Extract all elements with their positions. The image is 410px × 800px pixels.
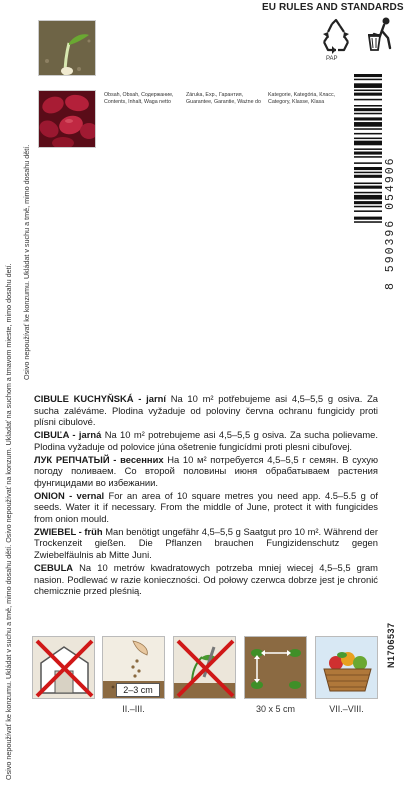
spacing-label: 30 x 5 cm (255, 704, 295, 714)
description-label: ZWIEBEL - früh (34, 525, 103, 537)
sprout-photo (38, 20, 96, 76)
harvest-basket-icon (315, 636, 378, 699)
barcode-bar (354, 122, 382, 127)
sowing-time-label: II.–III. (122, 704, 145, 714)
description-cz (34, 393, 378, 428)
description-text: Na 10 metrów kwadratowych potrzeba mniej wiecej 4,5–5,5 gram nasion. Podlewać w razie konieczności. Od połowy czerwca dobrze jest je chronić chemicznie przed pleśnią. (34, 561, 378, 597)
barcode-bar (354, 206, 382, 208)
pap-label: PAP (326, 56, 338, 62)
description-pl (34, 562, 378, 597)
barcode-bar (354, 99, 382, 101)
description-text: Na 10 m² potřebujeme asi 4,5–5,5 g osiva. Za sucha zaléváme. Plodina vyžaduje od poloviny června ochranu fungicidy proti plísni cibulové. (34, 393, 379, 428)
description-label: ЛУК РЕПЧАТЫЙ - весенних (34, 453, 164, 465)
barcode-bar (354, 221, 382, 223)
barcode-bar (354, 210, 382, 212)
barcode-bar (354, 167, 382, 170)
sowing-depth-label: 2–3 cm (116, 683, 160, 697)
barcode-bar (354, 105, 382, 107)
barcode-bar (354, 172, 382, 174)
storage-warning-text-secondary: Osivo nepoužívať ke konzumu. Ukládat v suchu a tmě, mimo dosahu dětí. (22, 144, 31, 380)
description-label: CIBUĽA - jarná (34, 429, 102, 441)
barcode-bar (354, 195, 382, 200)
greenhouse-crossed-icon (32, 636, 95, 699)
description-sk (34, 429, 378, 452)
product-code: N1706537 (386, 622, 396, 668)
barcode-bar (354, 162, 382, 164)
barcode-bar (354, 90, 382, 92)
plant-spacing-icon (244, 636, 307, 699)
barcode-bar (354, 74, 382, 77)
barcode-bar (354, 175, 382, 178)
description-text: На 10 м² потребуется 4,5–5,5 г семян. В сухую погоду поливаем. Со второй половины июня обрабатываем растения фунгицидами во избежании. (34, 453, 378, 488)
barcode-bar (354, 183, 382, 185)
tidyman-bin-icon (362, 16, 398, 56)
description-en (34, 490, 378, 525)
description-text: For an area of 10 square metres you need app. 4.5–5.5 g of seeds. Water it if necessary. From the middle of June, protect it with fungicides from onion mould. (34, 489, 378, 525)
barcode-bar (354, 201, 382, 204)
description-label: ONION - vernal (34, 489, 105, 501)
barcode-bar (354, 113, 382, 115)
sowing-instructions (34, 393, 378, 598)
barcode-bar (354, 141, 382, 146)
barcode-bar (354, 128, 382, 130)
description-label: CEBULA (34, 561, 74, 573)
description-label: CIBULE KUCHYŇSKÁ - jarní (34, 393, 166, 404)
storage-warning-text: Osivo nepoužívať ke konzumu. Ukládat v suchu a tmě, mimo dosahu dětí. Osivo nepoužívať na konzum. Ukladať na suchom a tmavom mieste, mimo dosahu detí. (4, 263, 13, 780)
barcode-bar (354, 192, 382, 194)
barcode-bar (354, 93, 382, 96)
barcode-digits: 8 590396 054906 (384, 156, 397, 290)
barcode-bar (354, 138, 382, 140)
category-label: Kategorie, Kategória, Класс, Category, Klasse, Klasa (268, 92, 336, 105)
barcode-bar (354, 133, 382, 135)
barcode-bar (354, 156, 382, 158)
barcode-bar (354, 217, 382, 220)
barcode-bar (354, 108, 382, 111)
barcode-bar (354, 148, 382, 150)
barcode-bar (354, 186, 382, 189)
barcode-bar (354, 117, 382, 120)
contents-label: Obsah, Obsah, Содержание, Contents, Inhalt, Waga netto (104, 92, 174, 105)
barcode-bar (354, 83, 382, 88)
onion-photo (38, 90, 96, 148)
barcode-bar (354, 79, 382, 81)
description-text: Na 10 m² potrebujeme asi 4,5–5,5 g osiva. Za sucha polievame. Plodina vyžaduje od polovice júna ošetrenie fungicídmi proti plesni cibuľovej. (34, 429, 379, 452)
description-de (34, 526, 378, 561)
description-text: Man benötigt ungefähr 4,5–5,5 g Saatgut pro 10 m². Während der Trockenzeit gießen. Die Pflanzen brauchen Fungizidenschutz gegen Zwiebelfäulnis ab Mitte Juni. (34, 525, 378, 561)
guarantee-label: Záruka, Exp., Гарантия, Guarantee, Garantie, Ważne do (186, 92, 261, 105)
eu-rules-title: EU RULES AND STANDARDS (262, 2, 404, 13)
transplant-crossed-icon (173, 636, 236, 699)
description-ru (34, 454, 378, 489)
recycle-icon (318, 18, 354, 56)
barcode-bar (354, 152, 382, 155)
harvest-time-label: VII.–VIII. (329, 704, 364, 714)
cultivation-icons (32, 636, 380, 714)
